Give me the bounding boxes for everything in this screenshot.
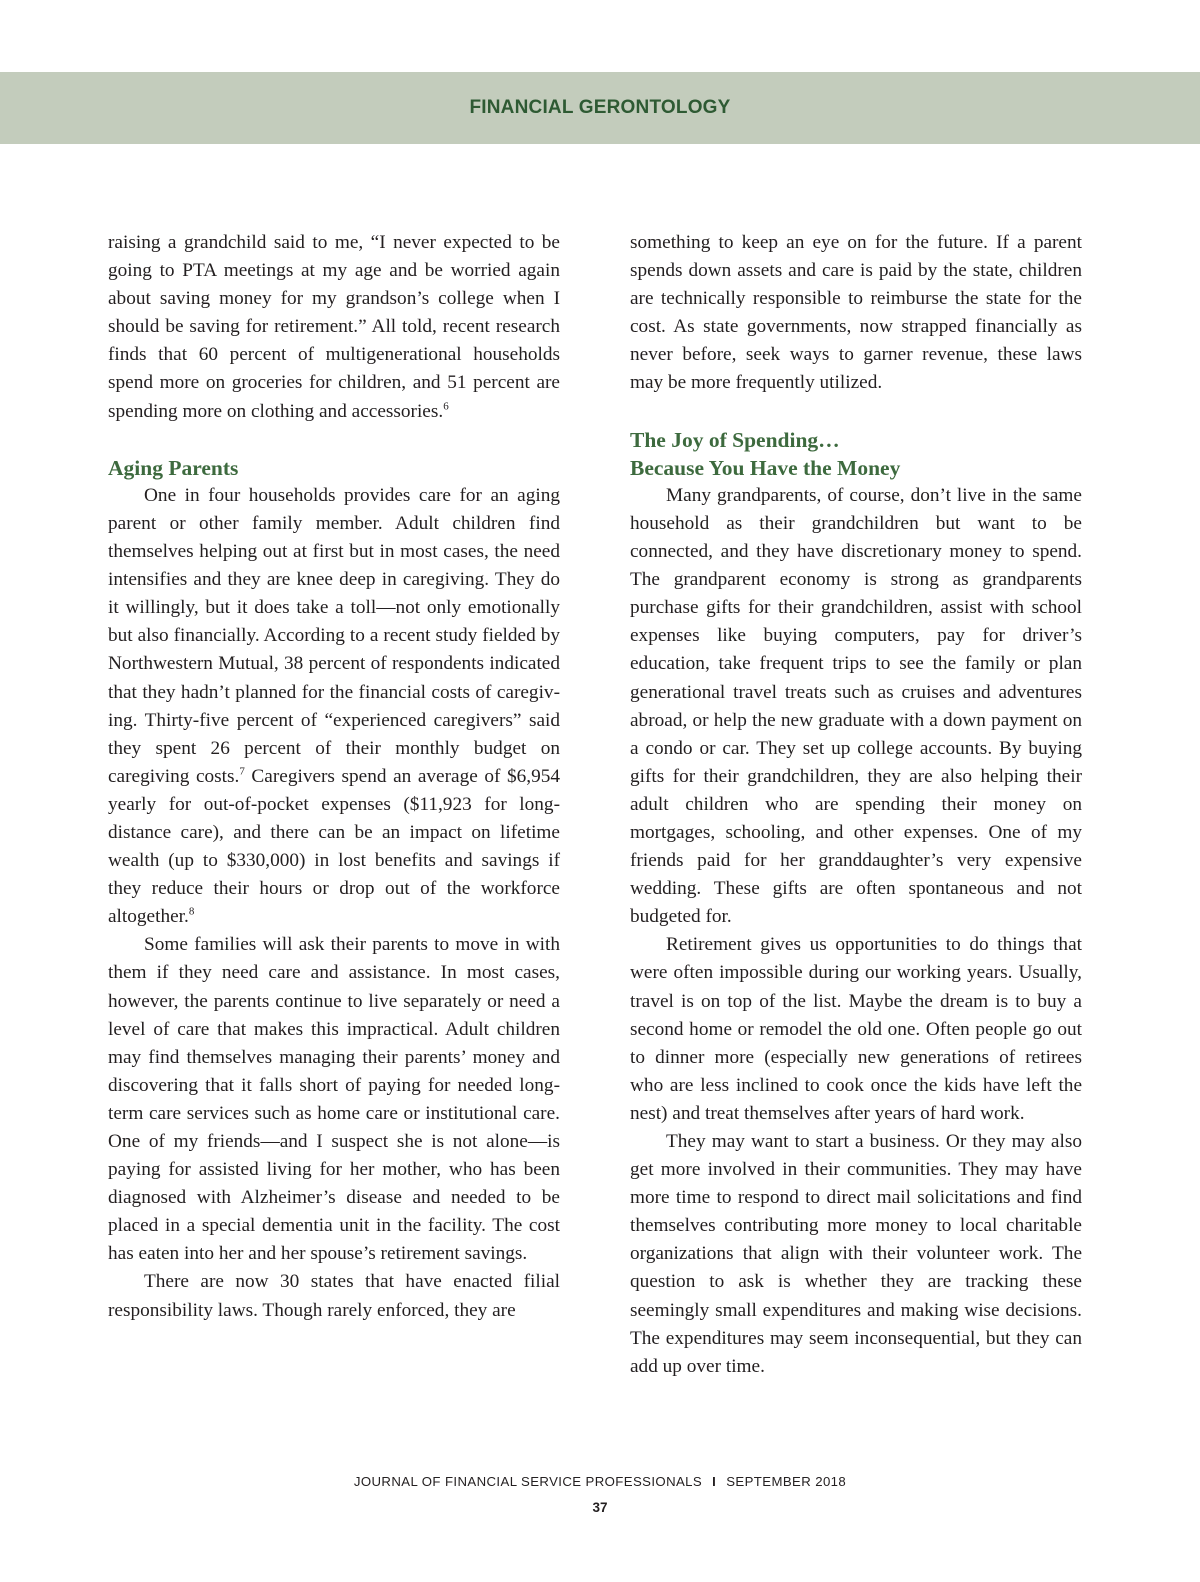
- paragraph-multigenerational: raising a grandchild said to me, “I never expected to be going to PTA meetings at my age and be worried again about saving money for my grandson’s college when I should be saving for retirement.” All told, recent research finds that 60 percent of multigenerational households spend more on groceries for children, and 51 percent are spending more on clothing and accessories.$^6$: [108, 232, 560, 422]
- heading-joy-line2: Because You Have the Money: [630, 455, 901, 480]
- paragraph-aging-care: One in four households provides care for an aging parent or other family member. Adult children find themselves helping out at first but in most cases, the need intensifies and they are knee deep in caregiving. They do it willingly, but it does take a toll—not only emotionally but also financially. According to a recent study fielded by Northwestern Mutual, 38 percent of respondents indicated that they hadn’t planned for the financial costs of caregiving. Thirty-five percent of “experienced caregivers” said they spent 26 percent of their monthly budget on caregiving costs.$^7$ Caregivers spend an average of $6,954 yearly for out-of-pocket expenses ($11,923 for long-distance care), and there can be an impact on lifetime wealth (up to $330,000) in lost benefits and savings if they reduce their hours or drop out of the workforce altogether.$^8$: [108, 484, 561, 928]
- paragraph-filial-laws-cont: something to keep an eye on for the future. If a parent spends down assets and care is paid by the state, children are technically responsible to reimburse the state for the cost. As state governments, now strapped financially as never before, seek ways to garner revenue, these laws may be more frequently utilized.: [630, 232, 1082, 394]
- heading-joy-of-spending: [630, 426, 1082, 482]
- paragraph-filial-laws: There are now 30 states that have enacted filial responsibility laws. Though rarely enforced, they are: [108, 1271, 560, 1321]
- section-banner: [0, 72, 1200, 144]
- footer-separator: I: [712, 1474, 717, 1489]
- section-title: FINANCIAL GERONTOLOGY: [469, 97, 731, 118]
- paragraph-start-business: They may want to start a business. Or they may also get more involved in their communities. They may have more time to respond to direct mail solicitations and find themselves contributing more money to local charitable organizations that align with their volunteer work. The question to ask is whether they are tracking these seemingly small expenditures and making wise decisions. The expenditures may seem inconsequential, but they can add up over time.: [630, 1131, 1082, 1377]
- paragraph-retirement-opportunities: Retirement gives us opportunities to do things that were often impossible during our working years. Usually, travel is on top of the list. Maybe the dream is to buy a second home or remodel the old one. Often people go out to dinner more (especially new generations of retirees who are less inclined to cook once the kids have left the nest) and treat themselves after years of hard work.: [630, 934, 1082, 1124]
- footer-journal-line: [0, 1474, 1200, 1489]
- footnote-ref: 7: [239, 765, 245, 778]
- heading-aging-parents: Aging Parents: [108, 455, 239, 480]
- footnote-ref: 8: [188, 905, 195, 918]
- paragraph-move-in: Some families will ask their parents to move in with them if they need care and assistance. In most cases, however, the parents continue to live separately or need a level of care that makes this impractical. Adult children may find themselves managing their parents’ money and discovering that it falls short of paying for needed long-term care services such as home care or institutional care. One of my friends—and I suspect she is not alone—is paying for assisted living for her mother, who has been diagnosed with Alzheimer’s disease and needed to be placed in a special dementia unit in the facility. The cost has eaten into her and her spouse’s retirement savings.: [108, 934, 560, 1265]
- left-column: [108, 229, 560, 1325]
- footnote-ref: 6: [443, 400, 449, 413]
- footer-date: SEPTEMBER 2018: [726, 1474, 847, 1489]
- right-column: [630, 229, 1082, 1381]
- footer-journal: JOURNAL OF FINANCIAL SERVICE PROFESSIONALS: [353, 1474, 703, 1489]
- heading-joy-line1: The Joy of Spending…: [630, 427, 840, 452]
- page-number: 37: [592, 1500, 608, 1515]
- paragraph-grandparent-economy: Many grandparents, of course, don’t live in the same household as their grandchildren but want to be connected, and they have discretionary money to spend. The grandparent economy is strong as grandparents purchase gifts for their grandchildren, assist with school expenses like buying computers, pay for driver’s education, take frequent trips to see the family or plan generational travel treats such as cruises and adventures abroad, or help the new graduate with a down payment on a condo or car. They set up college accounts. By buying gifts for their grandchildren, they are also helping their adult children who are spending their money on mortgages, schooling, and other expenses. One of my friends paid for her granddaughter’s very expensive wedding. These gifts are often spontaneous and not budgeted for.: [630, 484, 1082, 928]
